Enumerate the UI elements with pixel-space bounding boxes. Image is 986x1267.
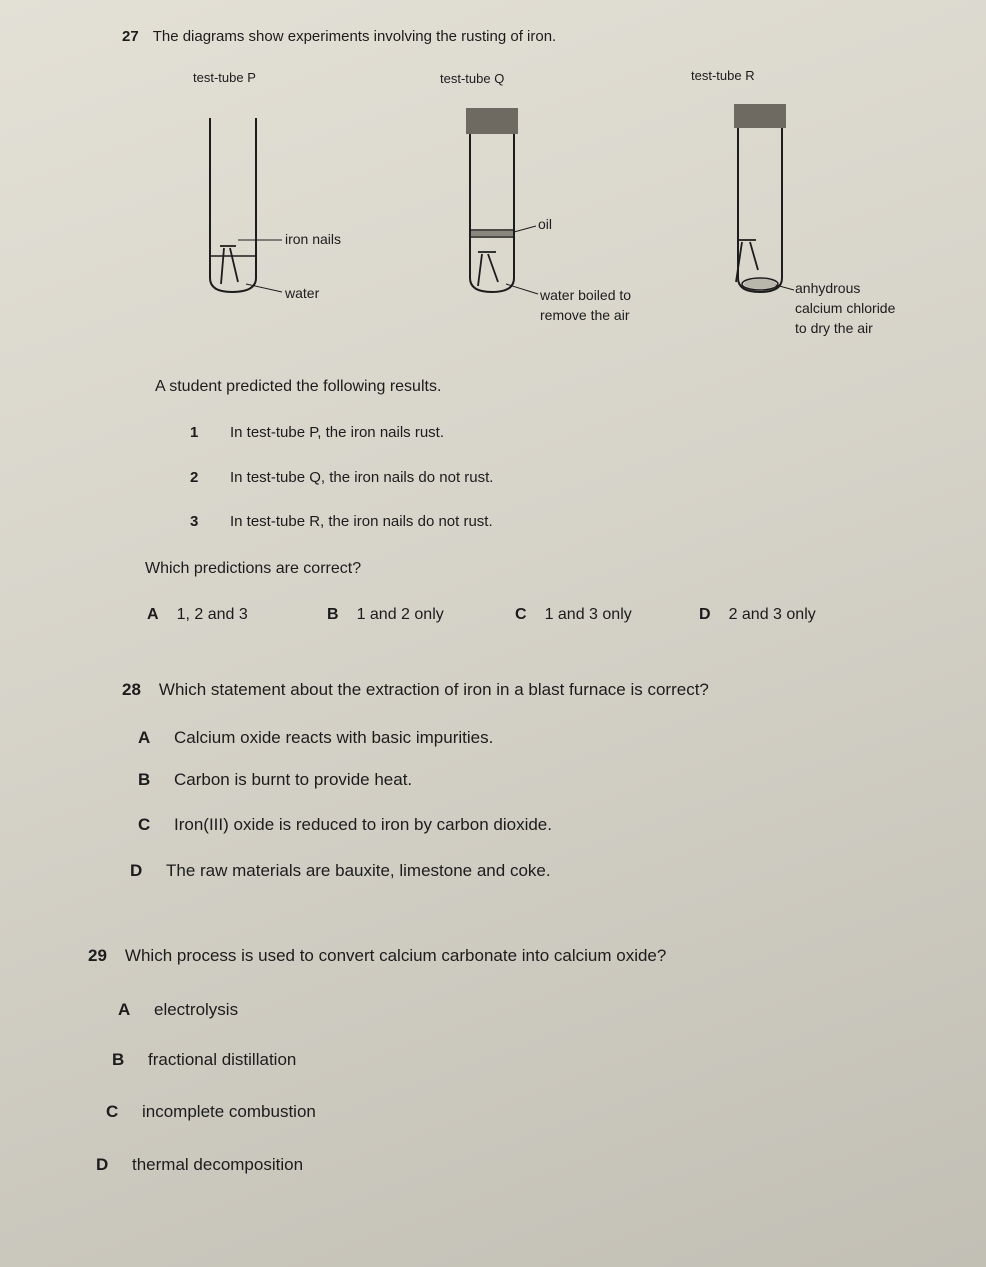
q28-option-d[interactable] xyxy=(130,861,551,881)
q27-option-d[interactable] xyxy=(699,606,816,624)
q28-option-a[interactable] xyxy=(138,728,493,748)
prediction-text: In test-tube Q, the iron nails do not rust. xyxy=(230,469,494,486)
option-text: 1, 2 and 3 xyxy=(176,606,248,623)
iron-nails-drawing xyxy=(478,252,498,286)
option-text: Carbon is burnt to provide heat. xyxy=(174,770,413,789)
water-annotation: water xyxy=(285,285,320,301)
question-29-header xyxy=(88,946,666,966)
question-text: Which process is used to convert calcium carbonate into calcium oxide? xyxy=(124,946,667,965)
stopper-r xyxy=(734,104,786,128)
test-tube-r xyxy=(738,128,782,292)
option-text: thermal decomposition xyxy=(132,1155,304,1174)
option-text: fractional distillation xyxy=(148,1050,297,1069)
calcium-chloride-fill xyxy=(744,279,776,289)
oil-layer xyxy=(471,231,513,236)
cacl2-annotation-line3: to dry the air xyxy=(795,320,873,336)
option-text: Iron(III) oxide is reduced to iron by carbon dioxide. xyxy=(174,815,552,834)
predictions-intro: A student predicted the following results. xyxy=(155,378,442,395)
prediction-text: In test-tube R, the iron nails do not rust. xyxy=(230,513,493,530)
prediction-3 xyxy=(190,513,493,530)
option-text: 2 and 3 only xyxy=(728,606,816,623)
q29-option-a[interactable] xyxy=(118,1000,238,1020)
option-text: incomplete combustion xyxy=(142,1102,316,1121)
option-letter: C xyxy=(106,1102,119,1121)
question-number: 28 xyxy=(122,680,141,699)
option-letter: C xyxy=(515,606,527,623)
q29-option-b[interactable] xyxy=(112,1050,296,1070)
question-number: 27 xyxy=(122,28,139,45)
prediction-number: 1 xyxy=(190,424,199,441)
boiled-water-annotation-line1: water boiled to xyxy=(540,287,632,303)
question-27-prompt: Which predictions are correct? xyxy=(145,560,362,577)
iron-nails-drawing xyxy=(736,240,758,282)
option-letter: A xyxy=(138,728,151,747)
question-text: Which statement about the extraction of iron in a blast furnace is correct? xyxy=(158,680,709,699)
option-letter: D xyxy=(130,861,143,880)
option-text: The raw materials are bauxite, limestone and coke. xyxy=(166,861,551,880)
option-letter: B xyxy=(138,770,151,789)
test-tube-p xyxy=(210,118,256,292)
prediction-number: 2 xyxy=(190,469,199,486)
cacl2-annotation-line2: calcium chloride xyxy=(795,300,896,316)
option-letter: D xyxy=(699,606,711,623)
q27-option-a[interactable] xyxy=(147,606,248,624)
tube-r-label: test-tube R xyxy=(691,68,755,83)
option-letter: C xyxy=(138,815,151,834)
q29-option-c[interactable] xyxy=(106,1102,316,1122)
option-letter: A xyxy=(118,1000,131,1019)
option-letter: B xyxy=(327,606,339,623)
option-letter: D xyxy=(96,1155,109,1174)
q29-option-d[interactable] xyxy=(96,1155,303,1175)
iron-nails-drawing xyxy=(220,246,238,284)
cacl2-annotation-line1: anhydrous xyxy=(795,280,861,296)
stopper-q xyxy=(466,108,518,134)
question-text: The diagrams show experiments involving the rusting of iron. xyxy=(152,28,557,45)
question-28-header xyxy=(122,680,709,700)
boiled-water-annotation-line2: remove the air xyxy=(540,307,630,323)
q28-option-c[interactable] xyxy=(138,815,552,835)
prediction-1 xyxy=(190,424,444,441)
q28-option-b[interactable] xyxy=(138,770,412,790)
tube-p-label: test-tube P xyxy=(193,70,256,85)
prediction-text: In test-tube P, the iron nails rust. xyxy=(230,424,445,441)
tube-q-label: test-tube Q xyxy=(440,71,505,86)
test-tube-q xyxy=(470,132,514,292)
option-text: 1 and 3 only xyxy=(544,606,632,623)
q27-option-b[interactable] xyxy=(327,606,444,624)
leader-line xyxy=(506,284,538,294)
prediction-number: 3 xyxy=(190,513,199,530)
option-text: 1 and 2 only xyxy=(356,606,444,623)
question-number: 29 xyxy=(88,946,107,965)
option-letter: B xyxy=(112,1050,125,1069)
leader-line xyxy=(514,226,536,232)
option-text: Calcium oxide reacts with basic impurities. xyxy=(174,728,494,747)
iron-nails-annotation: iron nails xyxy=(285,231,342,247)
option-letter: A xyxy=(147,606,159,623)
option-text: electrolysis xyxy=(154,1000,239,1019)
q27-option-c[interactable] xyxy=(515,606,632,624)
oil-annotation: oil xyxy=(538,216,553,232)
prediction-2 xyxy=(190,469,493,486)
